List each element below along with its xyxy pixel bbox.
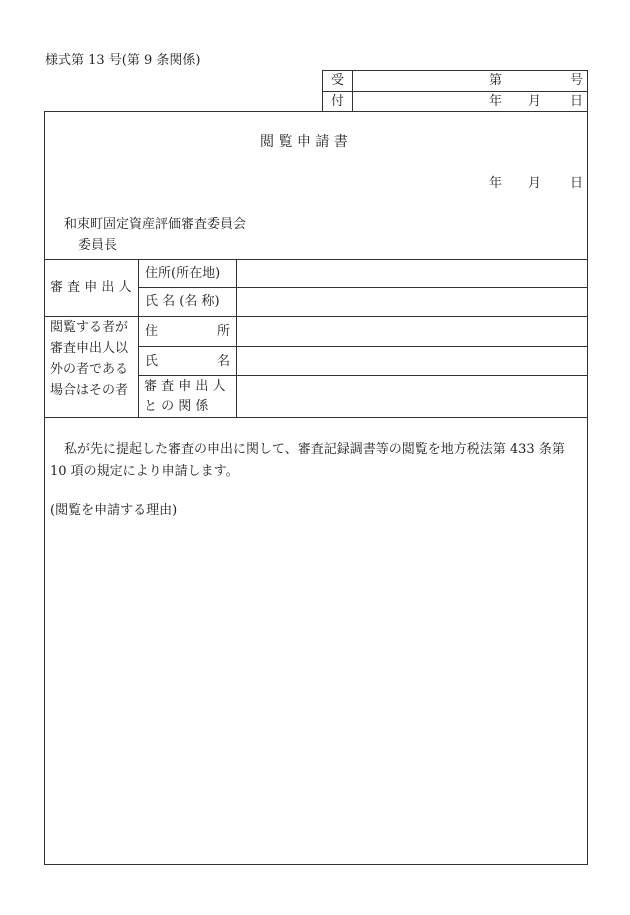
reception-month: 月 <box>528 94 542 109</box>
statement-line-1: 私が先に提起した審査の申出に関して、審査記録調書等の閲覧を地方税法第 433 条第 <box>64 442 565 457</box>
applicant-name-label: 氏 名 (名 称) <box>145 294 220 309</box>
reception-number-input[interactable] <box>505 72 571 92</box>
date-month: 月 <box>528 176 542 191</box>
reception-uke: 受 <box>331 73 345 88</box>
addressee-role: 委員長 <box>78 238 118 253</box>
applicant-header: 審 査 申 出 人 <box>50 280 132 295</box>
viewer-header-line-3: 外の者である <box>50 362 129 377</box>
viewer-name-label-a: 氏 <box>145 354 159 369</box>
viewer-relation-line-1: 審 査 申 出 人 <box>144 379 226 394</box>
reception-tsuke: 付 <box>331 94 345 109</box>
form-title: 閲 覧 申 請 書 <box>260 134 348 150</box>
viewer-address-label-b: 所 <box>217 324 231 339</box>
viewer-relation-line-2: と の 関 係 <box>144 399 209 414</box>
reason-label: (閲覧を申請する理由) <box>50 503 178 518</box>
viewer-header-line-4: 場合はその者 <box>50 383 129 398</box>
reception-number-suffix: 号 <box>570 73 584 88</box>
statement-line-2: 10 項の規定により申請します。 <box>50 464 239 479</box>
applicant-address-input[interactable] <box>240 262 588 288</box>
viewer-relation-input[interactable] <box>240 379 588 416</box>
applicant-name-input[interactable] <box>240 290 588 316</box>
date-day: 日 <box>570 176 584 191</box>
viewer-address-input[interactable] <box>240 319 588 346</box>
viewer-header-line-2: 審査申出人以 <box>50 341 129 356</box>
date-year: 年 <box>489 176 503 191</box>
viewer-address-label-a: 住 <box>145 324 159 339</box>
addressee-org: 和束町固定資産評価審査委員会 <box>64 217 247 232</box>
applicant-address-label: 住所(所在地) <box>145 266 221 281</box>
reason-textarea[interactable] <box>50 526 584 860</box>
form-number: 様式第 13 号(第 9 条関係) <box>45 53 201 68</box>
viewer-header-line-1: 閲覧する者が <box>50 320 129 335</box>
viewer-name-input[interactable] <box>240 349 588 375</box>
reception-day: 日 <box>570 94 584 109</box>
viewer-name-label-b: 名 <box>217 354 231 369</box>
reception-year: 年 <box>489 94 503 109</box>
reception-number-label: 第 <box>489 73 503 88</box>
